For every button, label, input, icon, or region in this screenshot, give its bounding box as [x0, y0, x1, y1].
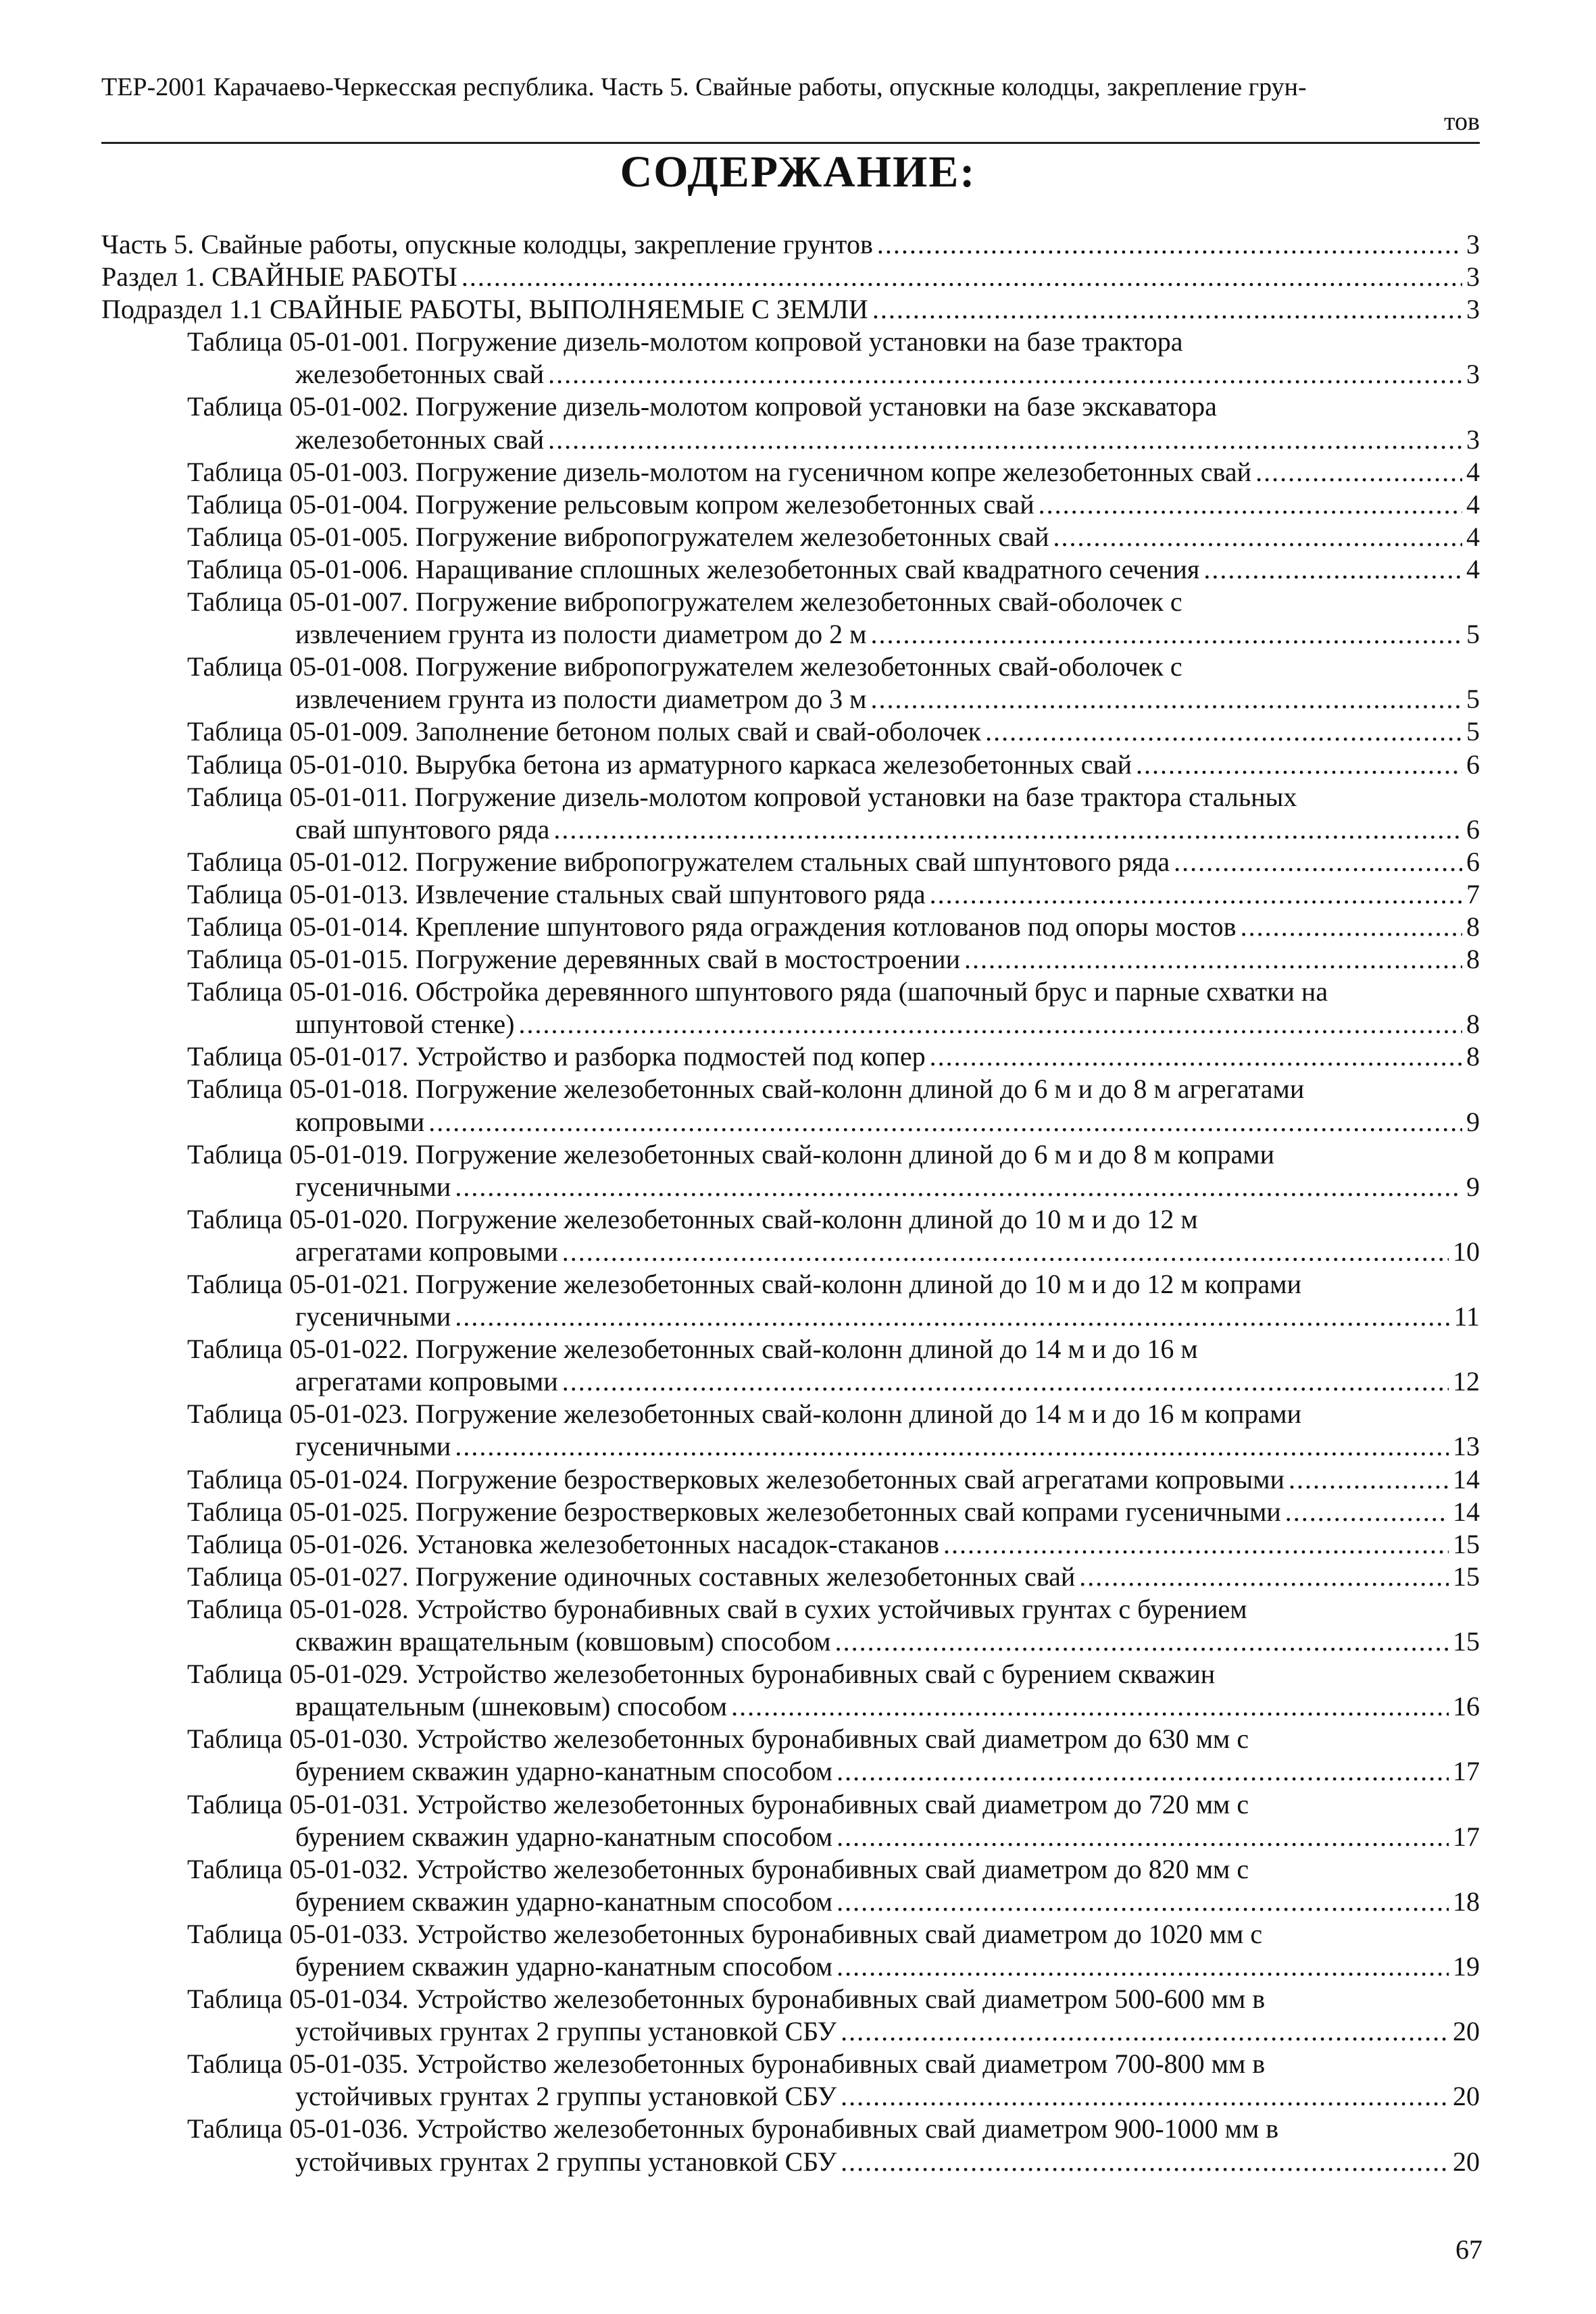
toc-entry-text: Таблица 05-01-010. Вырубка бетона из арматурного каркаса железобетонных свай: [187, 749, 1132, 780]
dot-leader: [837, 1951, 1449, 1983]
dot-leader: [553, 813, 1462, 846]
toc-entry-line: [101, 1821, 1480, 1853]
toc-entry-text: Таблица 05-01-036. Устройство железобетонных буронабивных свай диаметром 900-1000 мм в: [187, 2113, 1279, 2144]
toc-entry-line: [101, 586, 1480, 618]
toc-entry-line: [101, 1073, 1480, 1105]
toc-entry-line: [101, 1723, 1480, 1755]
toc-page-number: 6: [1466, 846, 1480, 877]
toc-entry-text: Таблица 05-01-023. Погружение железобетонных свай-колонн длиной до 14 м и до 16 м копрами: [187, 1399, 1302, 1430]
toc-entry-text: Часть 5. Свайные работы, опускные колодцы, закрепление грунтов: [101, 229, 873, 259]
toc-entry-text: Таблица 05-01-008. Погружение вибропогружателем железобетонных свай-оболочек с: [187, 651, 1182, 682]
toc-entry-line: [101, 1040, 1480, 1073]
toc-entry-line: [101, 683, 1480, 715]
toc-entry-text: извлечением грунта из полости диаметром до 2 м: [295, 619, 867, 650]
toc-entry-text: Подраздел 1.1 СВАЙНЫЕ РАБОТЫ, ВЫПОЛНЯЕМЫЕ С ЗЕМЛИ: [101, 294, 868, 325]
toc-entry-text: устойчивых грунтах 2 группы установкой СБУ: [295, 2016, 837, 2047]
toc-entry-text: Таблица 05-01-030. Устройство железобетонных буронабивных свай диаметром до 630 мм с: [187, 1724, 1249, 1755]
toc-entry-line: [101, 488, 1480, 521]
toc-entry-text: Таблица 05-01-018. Погружение железобетонных свай-колонн длиной до 6 м и до 8 м агрегатами: [187, 1074, 1305, 1105]
toc-entry-line: [101, 1658, 1480, 1690]
toc-entry-text: Таблица 05-01-017. Устройство и разборка подмостей под копер: [187, 1041, 926, 1072]
toc-entry-line: [101, 358, 1480, 391]
dot-leader: [930, 878, 1462, 911]
toc-entry-text: бурением скважин ударно-канатным способом: [295, 1886, 833, 1917]
toc-entry-line: [101, 878, 1480, 911]
toc-entry-line: [101, 1008, 1480, 1040]
toc-entry-text: Таблица 05-01-020. Погружение железобетонных свай-колонн длиной до 10 м и до 12 м: [187, 1203, 1198, 1234]
toc-page-number: 6: [1466, 749, 1480, 780]
toc-entry-text: железобетонных свай: [295, 359, 545, 390]
toc-entry-line: [101, 1755, 1480, 1788]
toc-page-number: 5: [1466, 716, 1480, 747]
toc-entry-text: Таблица 05-01-025. Погружение безростверковых железобетонных свай копрами гусеничными: [187, 1496, 1281, 1527]
toc-entry-text: шпунтовой стенке): [295, 1009, 515, 1040]
dot-leader: [428, 1106, 1462, 1138]
toc-entry-line: [101, 521, 1480, 553]
toc-entry-text: Таблица 05-01-024. Погружение безростверковых железобетонных свай агрегатами копровыми: [187, 1463, 1285, 1494]
toc-page-number: 9: [1466, 1171, 1480, 1202]
dot-leader: [943, 1528, 1449, 1561]
toc-entry-line: [101, 1918, 1480, 1951]
toc-page-number: 20: [1453, 2146, 1480, 2177]
toc-entry-line: [101, 1171, 1480, 1203]
toc-page-number: 8: [1466, 1041, 1480, 1072]
toc-page-number: 5: [1466, 619, 1480, 650]
dot-leader: [455, 1430, 1449, 1463]
toc-page-number: 15: [1453, 1626, 1480, 1657]
toc-entry-text: устойчивых грунтах 2 группы установкой СБУ: [295, 2146, 837, 2177]
running-header-continuation: тов: [1443, 107, 1480, 136]
toc-entry-text: Таблица 05-01-027. Погружение одиночных составных железобетонных свай: [187, 1561, 1076, 1592]
dot-leader: [455, 1171, 1462, 1203]
toc-entry-text: Таблица 05-01-026. Установка железобетонных насадок-стаканов: [187, 1528, 940, 1559]
toc-entry-text: извлечением грунта из полости диаметром до 3 м: [295, 684, 867, 715]
dot-leader: [731, 1690, 1449, 1723]
toc-entry-text: Таблица 05-01-014. Крепление шпунтового ряда ограждения котлованов под опоры мостов: [187, 911, 1237, 942]
toc-entry-line: [101, 1268, 1480, 1301]
toc-page-number: 20: [1453, 2081, 1480, 2112]
toc-page-number: 8: [1466, 911, 1480, 942]
toc-page-number: 14: [1453, 1463, 1480, 1494]
toc-entry-line: [101, 1463, 1480, 1496]
toc-page-number: 10: [1453, 1236, 1480, 1267]
toc-entry-text: Таблица 05-01-022. Погружение железобетонных свай-колонн длиной до 14 м и до 16 м: [187, 1334, 1198, 1365]
toc-page-number: 17: [1453, 1821, 1480, 1852]
toc-entry-text: агрегатами копровыми: [295, 1236, 558, 1267]
toc-entry-text: Таблица 05-01-002. Погружение дизель-молотом копровой установки на базе экскаватора: [187, 391, 1217, 422]
toc-page-number: 8: [1466, 944, 1480, 975]
toc-entry-text: Таблица 05-01-035. Устройство железобетонных буронабивных свай диаметром 700-800 мм в: [187, 2048, 1266, 2080]
page-title: СОДЕРЖАНИЕ:: [620, 147, 976, 197]
dot-leader: [835, 1626, 1449, 1658]
dot-leader: [1039, 488, 1462, 521]
running-header: ТЕР-2001 Карачаево-Черкесская республика. Часть 5. Свайные работы, опускные колодцы, закрепление грун-: [101, 73, 1307, 101]
toc-entry-text: Таблица 05-01-033. Устройство железобетонных буронабивных свай диаметром до 1020 мм с: [187, 1918, 1263, 1949]
toc-entry-text: гусеничными: [295, 1301, 451, 1332]
toc-entry-text: бурением скважин ударно-канатным способом: [295, 1821, 833, 1852]
toc-entry-text: Таблица 05-01-015. Погружение деревянных свай в мостостроении: [187, 944, 961, 975]
toc-page-number: 15: [1453, 1561, 1480, 1592]
toc-entry-line: [101, 976, 1480, 1008]
toc-entry-line: [101, 293, 1480, 326]
toc-page-number: 6: [1466, 813, 1480, 845]
dot-leader: [1241, 911, 1462, 943]
toc-entry-line: [101, 1203, 1480, 1236]
dot-leader: [455, 1301, 1449, 1333]
dot-leader: [871, 683, 1463, 715]
dot-leader: [930, 1040, 1462, 1073]
toc-entry-text: Таблица 05-01-006. Наращивание сплошных железобетонных свай квадратного сечения: [187, 553, 1200, 584]
toc-entry-line: [101, 1236, 1480, 1268]
toc-page-number: 20: [1453, 2016, 1480, 2047]
toc-entry-text: свай шпунтового ряда: [295, 813, 550, 845]
toc-entry-line: [101, 391, 1480, 423]
toc-entry-line: [101, 1528, 1480, 1561]
dot-leader: [548, 424, 1462, 456]
dot-leader: [1079, 1561, 1449, 1593]
toc-entry-line: [101, 1788, 1480, 1821]
toc-page-number: 3: [1466, 359, 1480, 390]
toc-page-number: 4: [1466, 456, 1480, 487]
toc-entry-text: Раздел 1. СВАЙНЫЕ РАБОТЫ: [101, 261, 457, 293]
dot-leader: [837, 1821, 1449, 1853]
toc-entry-text: Таблица 05-01-003. Погружение дизель-молотом на гусеничном копре железобетонных свай: [187, 456, 1252, 487]
toc-entry-line: [101, 456, 1480, 488]
page-number: 67: [1455, 2234, 1482, 2265]
toc-entry-line: [101, 618, 1480, 651]
toc-page-number: 13: [1453, 1431, 1480, 1462]
toc-entry-text: устойчивых грунтах 2 группы установкой СБУ: [295, 2081, 837, 2112]
toc-entry-line: [101, 553, 1480, 586]
dot-leader: [841, 2080, 1449, 2113]
toc-page-number: 5: [1466, 684, 1480, 715]
toc-page-number: 4: [1466, 521, 1480, 552]
toc-entry-line: [101, 1301, 1480, 1333]
toc-entry-line: [101, 651, 1480, 683]
dot-leader: [841, 2146, 1449, 2178]
toc-entry-line: [101, 1983, 1480, 2015]
toc-entry-text: Таблица 05-01-029. Устройство железобетонных буронабивных свай с бурением скважин: [187, 1659, 1216, 1690]
toc-page-number: 17: [1453, 1756, 1480, 1787]
toc-entry-text: Таблица 05-01-005. Погружение вибропогружателем железобетонных свай: [187, 521, 1049, 552]
toc-entry-line: [101, 715, 1480, 748]
dot-leader: [519, 1008, 1463, 1040]
toc-page-number: 7: [1466, 878, 1480, 909]
toc-page-number: 3: [1466, 261, 1480, 293]
toc-entry-text: Таблица 05-01-032. Устройство железобетонных буронабивных свай диаметром до 820 мм с: [187, 1853, 1249, 1884]
toc-entry-text: Таблица 05-01-031. Устройство железобетонных буронабивных свай диаметром до 720 мм с: [187, 1788, 1249, 1819]
toc-page-number: 16: [1453, 1691, 1480, 1722]
dot-leader: [1255, 456, 1462, 488]
toc-entry-text: скважин вращательным (ковшовым) способом: [295, 1626, 831, 1657]
toc-entry-line: [101, 749, 1480, 781]
toc-entry-line: [101, 2080, 1480, 2113]
toc-page-number: 9: [1466, 1106, 1480, 1137]
toc-entry-line: [101, 1561, 1480, 1593]
table-of-contents: [101, 228, 1480, 2178]
toc-page-number: 12: [1453, 1366, 1480, 1397]
toc-entry-text: гусеничными: [295, 1171, 451, 1202]
toc-entry-text: копровыми: [295, 1106, 425, 1137]
toc-entry-line: [101, 1853, 1480, 1886]
toc-entry-text: Таблица 05-01-004. Погружение рельсовым копром железобетонных свай: [187, 488, 1034, 520]
toc-page-number: 18: [1453, 1886, 1480, 1917]
toc-entry-text: бурением скважин ударно-канатным способом: [295, 1756, 833, 1787]
toc-entry-line: [101, 228, 1480, 261]
toc-entry-line: [101, 2015, 1480, 2048]
toc-entry-text: Таблица 05-01-009. Заполнение бетоном полых свай и свай-оболочек: [187, 716, 982, 747]
toc-page-number: 3: [1466, 294, 1480, 325]
dot-leader: [1285, 1496, 1449, 1528]
toc-entry-line: [101, 326, 1480, 358]
dot-leader: [877, 228, 1462, 261]
dot-leader: [985, 715, 1462, 748]
toc-entry-line: [101, 2113, 1480, 2145]
dot-leader: [1053, 521, 1462, 553]
dot-leader: [462, 261, 1462, 293]
dot-leader: [837, 1755, 1449, 1788]
toc-entry-text: агрегатами копровыми: [295, 1366, 558, 1397]
toc-entry-line: [101, 943, 1480, 976]
toc-entry-line: [101, 1430, 1480, 1463]
toc-page-number: 3: [1466, 424, 1480, 455]
toc-entry-line: [101, 261, 1480, 293]
dot-leader: [548, 358, 1462, 391]
toc-entry-line: [101, 1138, 1480, 1171]
toc-entry-line: [101, 1496, 1480, 1528]
toc-entry-line: [101, 1626, 1480, 1658]
toc-entry-line: [101, 813, 1480, 846]
dot-leader: [1289, 1463, 1449, 1496]
toc-entry-text: гусеничными: [295, 1431, 451, 1462]
toc-entry-text: Таблица 05-01-028. Устройство буронабивных свай в сухих устойчивых грунтах с бурением: [187, 1593, 1247, 1624]
toc-page-number: 11: [1453, 1301, 1480, 1332]
toc-entry-text: Таблица 05-01-012. Погружение вибропогружателем стальных свай шпунтового ряда: [187, 846, 1170, 877]
dot-leader: [562, 1236, 1449, 1268]
toc-entry-text: вращательным (шнековым) способом: [295, 1691, 728, 1722]
toc-entry-text: Таблица 05-01-013. Извлечение стальных свай шпунтового ряда: [187, 878, 926, 909]
toc-page-number: 3: [1466, 229, 1480, 259]
dot-leader: [871, 618, 1463, 651]
toc-entry-text: Таблица 05-01-007. Погружение вибропогружателем железобетонных свай-оболочек с: [187, 586, 1182, 618]
toc-entry-line: [101, 1365, 1480, 1398]
dot-leader: [964, 943, 1462, 976]
toc-entry-line: [101, 2146, 1480, 2178]
toc-entry-line: [101, 424, 1480, 456]
toc-entry-line: [101, 1690, 1480, 1723]
toc-page-number: 19: [1453, 1951, 1480, 1982]
toc-entry-line: [101, 1106, 1480, 1138]
dot-leader: [872, 293, 1462, 326]
toc-entry-line: [101, 1398, 1480, 1430]
toc-page-number: 15: [1453, 1528, 1480, 1559]
toc-page-number: 14: [1453, 1496, 1480, 1527]
dot-leader: [1136, 749, 1462, 781]
toc-entry-line: [101, 781, 1480, 813]
toc-entry-line: [101, 1333, 1480, 1365]
toc-entry-text: бурением скважин ударно-канатным способом: [295, 1951, 833, 1982]
toc-entry-text: Таблица 05-01-034. Устройство железобетонных буронабивных свай диаметром 500-600 мм в: [187, 1984, 1266, 2015]
toc-entry-text: железобетонных свай: [295, 424, 545, 455]
toc-page-number: 4: [1466, 553, 1480, 584]
toc-entry-line: [101, 2048, 1480, 2080]
toc-entry-text: Таблица 05-01-001. Погружение дизель-молотом копровой установки на базе трактора: [187, 326, 1183, 357]
dot-leader: [1174, 846, 1462, 878]
toc-entry-text: Таблица 05-01-016. Обстройка деревянного шпунтового ряда (шапочный брус и парные схватки на: [187, 976, 1328, 1007]
toc-entry-line: [101, 1593, 1480, 1626]
dot-leader: [841, 2015, 1449, 2048]
toc-entry-text: Таблица 05-01-011. Погружение дизель-молотом копровой установки на базе трактора стальных: [187, 781, 1297, 812]
dot-leader: [1203, 553, 1462, 586]
toc-page-number: 4: [1466, 488, 1480, 520]
toc-entry-line: [101, 1886, 1480, 1918]
toc-entry-text: Таблица 05-01-021. Погружение железобетонных свай-колонн длиной до 10 м и до 12 м копрами: [187, 1269, 1302, 1299]
dot-leader: [562, 1365, 1449, 1398]
toc-entry-text: Таблица 05-01-019. Погружение железобетонных свай-колонн длиной до 6 м и до 8 м копрами: [187, 1138, 1275, 1169]
toc-entry-line: [101, 1951, 1480, 1983]
toc-entry-line: [101, 846, 1480, 878]
dot-leader: [837, 1886, 1449, 1918]
toc-page-number: 8: [1466, 1009, 1480, 1040]
toc-entry-line: [101, 911, 1480, 943]
